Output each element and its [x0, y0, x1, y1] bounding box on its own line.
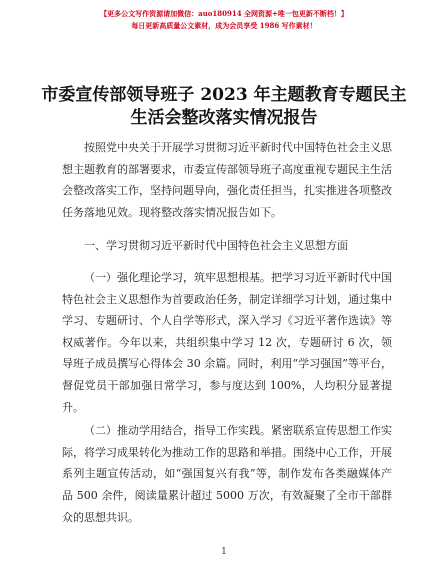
item-paragraph-1: （一）强化理论学习，筑牢思想根基。把学习习近平新时代中国特色社会主义思想作为首要政治任务，制定详细学习计划，通过集中学习、专题研讨、个人自学等形式，深入学习《习近平著作选读》等权威著作。今年以来，共组织集中学习 12 次，专题研讨 6 次，领导班子成员撰写心得体会 30 余篇。同时，利用“学习强国”等平台，督促党员干部加强日常学习，参与度达到 100%，人均积分显著提升。 — [62, 270, 392, 414]
item-paragraph-2: （二）推动学用结合，指导工作实践。紧密联系宣传思想工作实际，将学习成果转化为推动工作的思路和举措。围绕中心工作，开展系列主题宣传活动，如“强国复兴有我”等，制作发布各类融媒体产品 500 余件，阅读量累计超过 5000 万次，有效凝聚了全市干部群众的思想共识。 — [62, 424, 392, 524]
document-title-line1: 市委宣传部领导班子 2023 年主题教育专题民主 — [41, 85, 407, 105]
document-title-line2: 生活会整改落实情况报告 — [130, 108, 318, 128]
promo-banner-line1: 【更多公文写作资源请加微信：auo180914 全网资源+唯一包更新不断档！】 — [100, 9, 348, 18]
page-number: 1 — [221, 547, 227, 557]
promo-banner-line2: 每日更新高质量公文素材，成为会员享受 1986 写作素材！ — [131, 21, 317, 30]
intro-paragraph: 按照党中央关于开展学习贯彻习近平新时代中国特色社会主义思想主题教育的部署要求，市委宣传部领导班子高度重视专题民主生活会整改落实工作，坚持问题导向，强化责任担当，扎实推进各项整改任务落地见效。现将整改落实情况报告如下。 — [62, 141, 392, 219]
section-heading-1: 一、学习贯彻习近平新时代中国特色社会主义思想方面 — [84, 239, 348, 253]
document-body — [62, 137, 392, 528]
